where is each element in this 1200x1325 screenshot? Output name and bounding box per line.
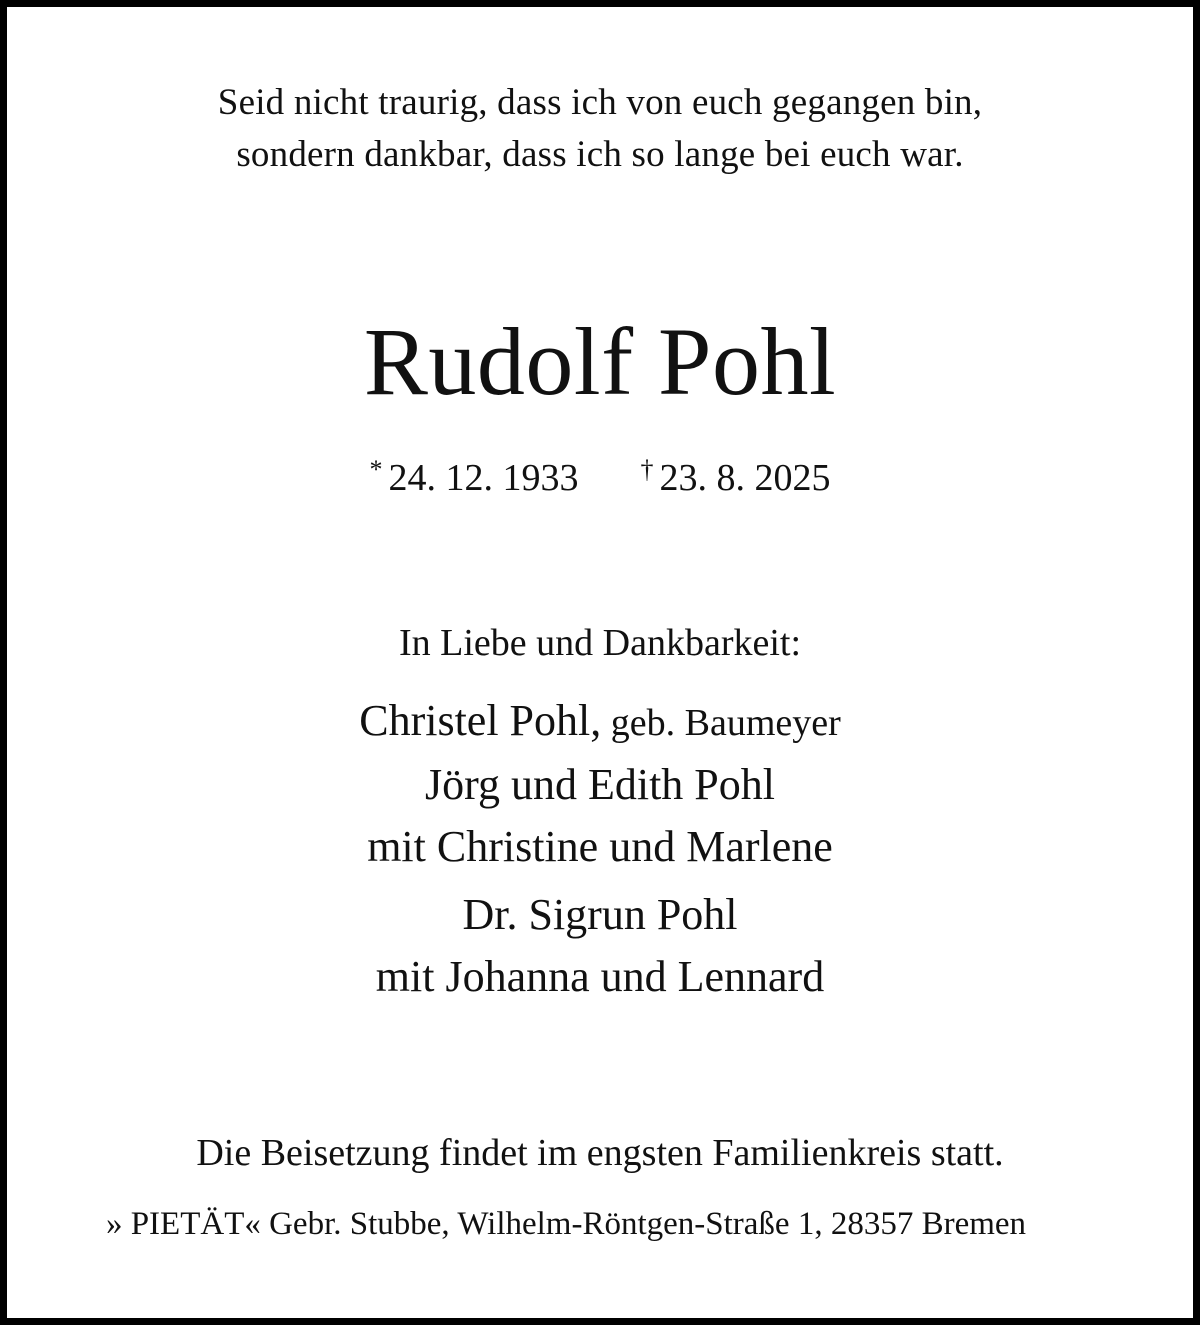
death-cross-icon: † xyxy=(640,455,654,484)
mourners-intro: In Liebe und Dankbarkeit: xyxy=(398,622,802,664)
birth-star-icon: * xyxy=(369,455,383,484)
mourner-entry xyxy=(7,691,1193,753)
mourner-maiden-name: geb. Baumeyer xyxy=(601,702,841,744)
deceased-name: Rudolf Pohl xyxy=(363,308,837,415)
undertaker-info: » PIETÄT« Gebr. Stubbe, Wilhelm-Röntgen-Straße 1, 28357 Bremen xyxy=(105,1206,1027,1242)
motto-line-2: sondern dankbar, dass ich so lange bei euch war. xyxy=(236,134,964,175)
death-date: 23. 8. 2025 xyxy=(659,457,831,499)
mourner-entry: mit Johanna und Lennard xyxy=(375,952,825,1001)
mourner-entry: Jörg und Edith Pohl xyxy=(424,760,775,809)
life-dates xyxy=(7,445,1193,503)
motto-quote xyxy=(7,77,1193,181)
burial-notice: Die Beisetzung findet im engsten Familienkreis statt. xyxy=(196,1132,1004,1174)
mourner-name: Christel Pohl, xyxy=(359,696,602,745)
obituary-notice xyxy=(7,7,1193,1318)
motto-line-1: Seid nicht traurig, dass ich von euch gegangen bin, xyxy=(217,82,983,123)
mourner-entry: Dr. Sigrun Pohl xyxy=(462,890,738,939)
mourner-entry: mit Christine und Marlene xyxy=(367,822,833,871)
birth-date: 24. 12. 1933 xyxy=(388,457,579,499)
